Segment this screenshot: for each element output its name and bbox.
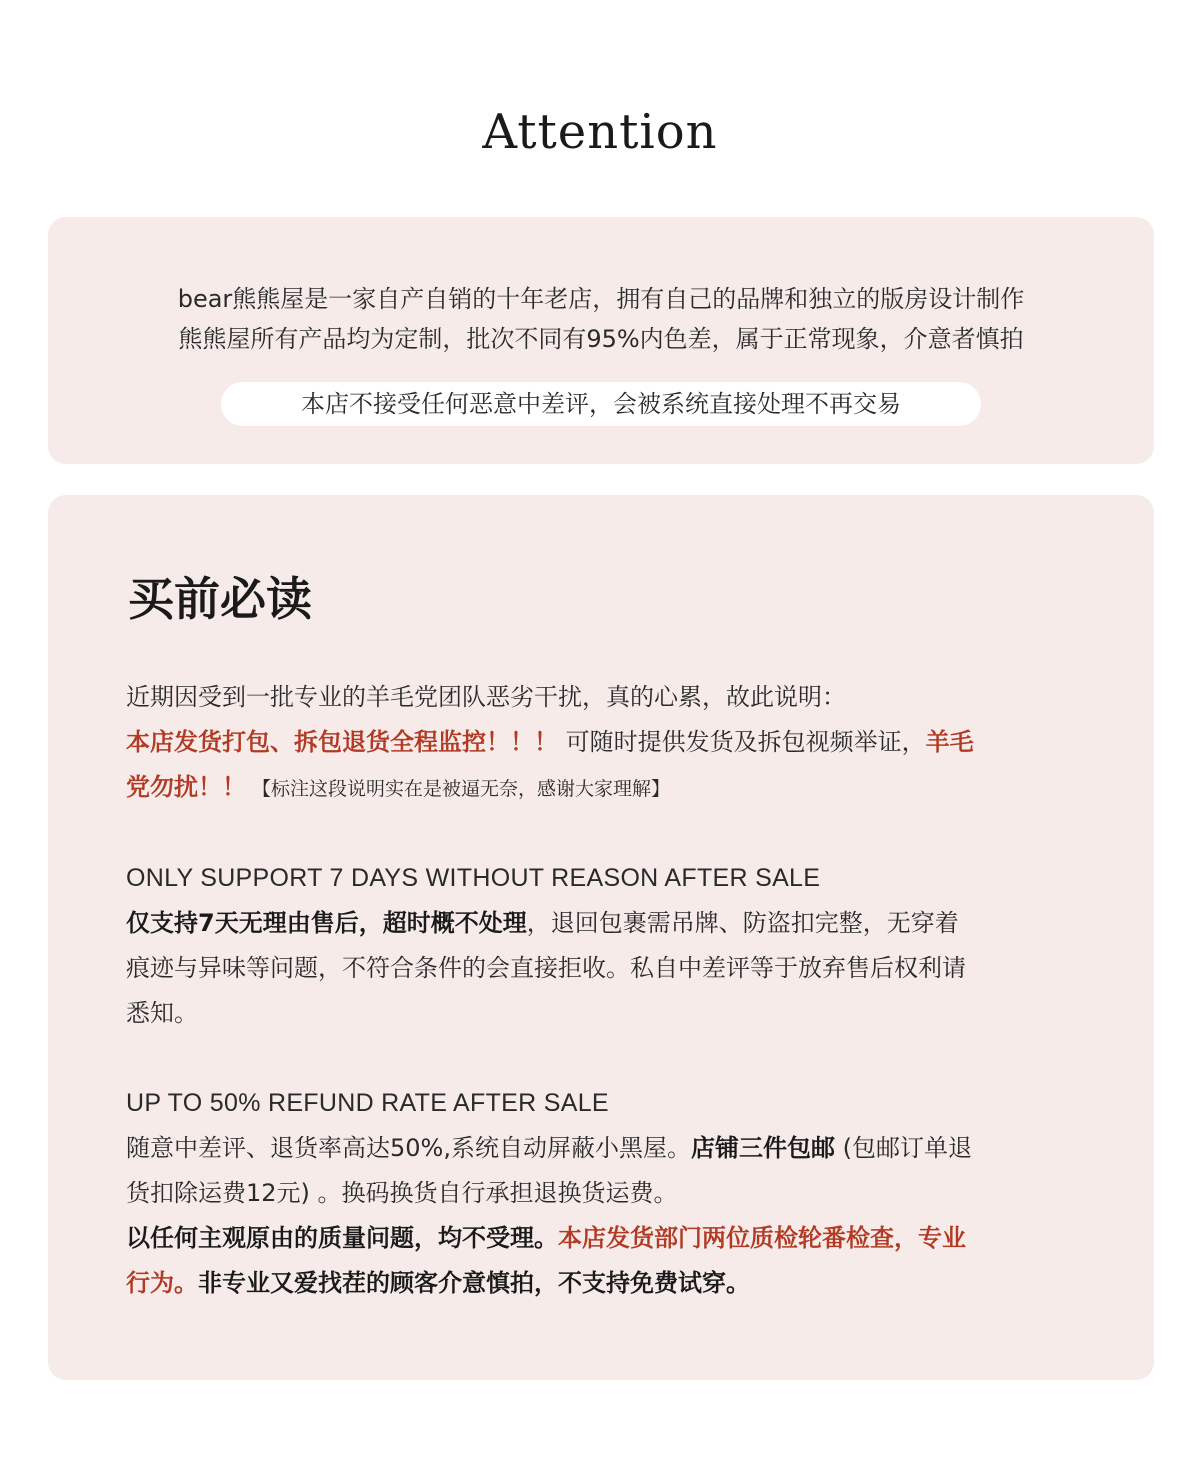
p2-line-4: 悉知。: [126, 999, 198, 1027]
p1-line-3: [126, 765, 1096, 812]
p3-line-4: [126, 1216, 1096, 1261]
refund-rate-paragraph: [126, 1081, 1096, 1306]
no-freeloaders-warning-a: 羊毛: [925, 728, 974, 756]
shipping-deduction-text: (包邮订单退: [834, 1134, 972, 1162]
monitoring-warning: 本店发货打包、拆包退货全程监控！！！: [126, 728, 558, 756]
no-free-try-on: 非专业又爱找茬的顾客介意慎拍，不支持免费试穿。: [198, 1269, 750, 1297]
refund-rate-en: UP TO 50% REFUND RATE AFTER SALE: [126, 1089, 609, 1117]
video-proof-text: 可随时提供发货及拆包视频举证，: [558, 728, 926, 756]
intro-line-1: bear熊熊屋是一家自产自销的十年老店，拥有自己的品牌和独立的版房设计制作: [177, 285, 1025, 313]
p2-line-3: 痕迹与异味等问题，不符合条件的会直接拒收。私自中差评等于放弃售后权利请: [126, 954, 966, 982]
intro-text: [48, 279, 1154, 359]
return-policy-paragraph: [126, 856, 1096, 1036]
p1-line-1: 近期因受到一批专业的羊毛党团队恶劣干扰，真的心累，故此说明：: [126, 683, 846, 711]
refund-rate-text: 随意中差评、退货率高达50%,系统自动屏蔽小黑屋。: [126, 1134, 691, 1162]
return-policy-en: ONLY SUPPORT 7 DAYS WITHOUT REASON AFTER SALE: [126, 864, 821, 892]
quality-check-note-a: 本店发货部门两位质检轮番检查，专业: [558, 1224, 966, 1252]
notice-pill: 本店不接受任何恶意中差评，会被系统直接处理不再交易: [221, 382, 981, 426]
monitoring-paragraph: [126, 675, 1096, 812]
no-freeloaders-warning-b: 党勿扰！！: [126, 773, 246, 801]
intro-line-2: 熊熊屋所有产品均为定制，批次不同有95%内色差，属于正常现象，介意者慎拍: [178, 325, 1024, 353]
p1-line-2: [126, 720, 1096, 765]
read-before-buying-card: [48, 495, 1154, 1380]
p3-line-5: [126, 1261, 1096, 1306]
note-text: 【标注这段说明实在是被逼无奈，感谢大家理解】: [246, 778, 671, 800]
return-conditions: ，退回包裹需吊牌、防盗扣完整，无穿着: [526, 909, 959, 937]
p3-line-2: [126, 1126, 1096, 1171]
intro-card: [48, 217, 1154, 464]
page-title: Attention: [482, 104, 718, 160]
p3-line-3: 货扣除运费12元) 。换码换货自行承担退换货运费。: [126, 1179, 678, 1207]
quality-claims-rule: 以任何主观原由的质量问题，均不受理。: [126, 1224, 558, 1252]
quality-check-note-b: 行为。: [126, 1269, 198, 1297]
seven-day-policy: 仅支持7天无理由售后，超时概不处理: [126, 909, 527, 937]
free-shipping-label: 店铺三件包邮: [690, 1134, 835, 1162]
section-title: 买前必读: [128, 572, 312, 626]
p2-line-2: [126, 901, 1096, 946]
